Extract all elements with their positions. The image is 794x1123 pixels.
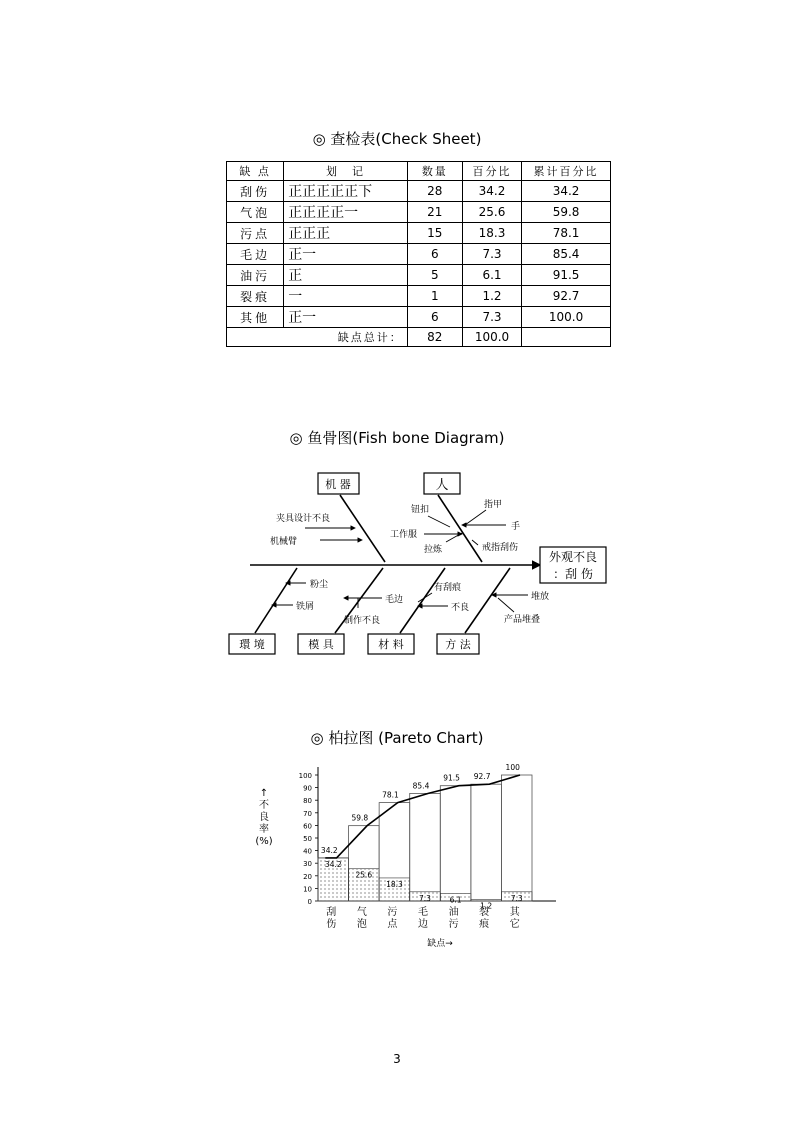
cumulative-bar [471, 784, 502, 901]
cause-arrow-scratched [418, 593, 432, 602]
defect-cell: 毛边 [227, 244, 284, 265]
x-tick-label: 伤 [326, 919, 337, 930]
bone-machine [340, 495, 385, 562]
bar-value-label: 6.1 [449, 895, 462, 905]
percent-cell: 6.1 [462, 265, 521, 286]
bar-value-label: 34.2 [324, 859, 342, 869]
pareto-title: ◎ 柏拉图 (Pareto Chart) [310, 729, 484, 747]
cause-workwear: 工作服 [390, 530, 418, 540]
y-tick-label: 80 [303, 797, 312, 806]
cumulative-value-label: 85.4 [412, 781, 430, 791]
y-tick-label: 90 [303, 784, 312, 793]
x-tick-label: 泡 [356, 919, 367, 930]
cause-stacking: 堆放 [531, 592, 550, 602]
category-material: 材 料 [378, 638, 404, 651]
x-tick-label: 边 [418, 919, 428, 930]
cause-defective: 不良 [451, 603, 470, 613]
x-tick-label: 它 [509, 919, 520, 930]
defect-cell: 气泡 [227, 202, 284, 223]
cumulative-value-label: 91.5 [443, 773, 460, 783]
fishbone-title: ◎ 鱼骨图(Fish bone Diagram) [289, 429, 505, 447]
cause-dust: 粉尘 [310, 580, 329, 590]
percent-cell: 34.2 [462, 181, 521, 202]
cumulative-cell: 78.1 [522, 223, 611, 244]
x-tick-label: 点 [387, 919, 398, 930]
cumulative-cell: 100.0 [522, 307, 611, 328]
table-row [227, 286, 611, 307]
y-tick-label: 60 [303, 822, 312, 831]
category-mold: 模 具 [308, 638, 334, 651]
cause-chain: 拉炼 [424, 545, 443, 555]
table-row [227, 307, 611, 328]
count-cell: 5 [407, 265, 462, 286]
y-tick-label: 30 [303, 860, 312, 869]
y-axis-label-char: 良 [259, 812, 269, 823]
y-tick-label: 70 [303, 809, 312, 818]
tally-cell: 正一 [284, 307, 408, 328]
y-tick-label: 50 [303, 835, 312, 843]
total-label: 缺点总计： [227, 328, 408, 347]
cumulative-value-label: 100 [505, 763, 520, 772]
table-row [227, 265, 611, 286]
table-row [227, 223, 611, 244]
cause-chips: 铁屑 [296, 602, 315, 612]
cumulative-value-label: 92.7 [473, 772, 491, 782]
x-tick-label: 污 [387, 907, 398, 918]
x-tick-label: 裂 [479, 907, 490, 918]
cause-arm: 机械臂 [270, 537, 298, 547]
cause-ring: 戒指刮伤 [482, 543, 519, 553]
count-cell: 1 [407, 286, 462, 307]
cause-arrow-ring [472, 540, 478, 545]
bar-value-label: 7.3 [419, 893, 431, 903]
table-row [227, 244, 611, 265]
cumulative-cell: 92.7 [522, 286, 611, 307]
y-axis-label-char: 不 [259, 800, 269, 811]
cause-hand: 手 [511, 522, 521, 532]
cumulative-bar [410, 793, 441, 901]
percent-cell: 25.6 [462, 202, 521, 223]
head-line-1: 外观不良 [548, 550, 598, 564]
pareto-x-label: 缺点→ [427, 939, 453, 949]
tally-cell: 一 [284, 286, 408, 307]
x-tick-label: 毛 [418, 907, 428, 918]
total-percent: 100.0 [462, 328, 521, 347]
tally-cell: 正正正正正下 [284, 181, 408, 202]
category-method: 方 法 [445, 638, 471, 651]
cause-arrow-nail [465, 510, 486, 525]
x-tick-label: 刮 [326, 907, 337, 918]
y-axis-label-char: ↑ [259, 788, 269, 799]
x-tick-label: 油 [448, 907, 459, 918]
percent-cell: 1.2 [462, 286, 521, 307]
header-percent: 百分比 [462, 162, 521, 181]
cumulative-cell: 91.5 [522, 265, 611, 286]
count-cell: 15 [407, 223, 462, 244]
header-tally: 划 记 [284, 162, 408, 181]
y-tick-label: 10 [303, 885, 312, 894]
bone-man [438, 495, 482, 562]
head-line-2: ：刮 伤 [553, 567, 593, 581]
total-cumulative-empty [522, 328, 611, 347]
cumulative-cell: 85.4 [522, 244, 611, 265]
percent-cell: 18.3 [462, 223, 521, 244]
percent-cell: 7.3 [462, 307, 521, 328]
page-number: 3 [393, 1052, 401, 1066]
category-environment: 環 境 [239, 638, 265, 651]
x-tick-label: 其 [509, 907, 520, 918]
defect-cell: 裂痕 [227, 286, 284, 307]
table-row [227, 202, 611, 223]
y-tick-label: 0 [307, 898, 312, 906]
defect-cell: 刮伤 [227, 181, 284, 202]
bone-environment [255, 568, 297, 633]
cumulative-value-label: 34.2 [320, 845, 338, 855]
cause-scratched: 有刮痕 [434, 583, 462, 593]
header-count: 数量 [407, 162, 462, 181]
tally-cell: 正正正 [284, 223, 408, 244]
cumulative-bar [501, 775, 532, 901]
defect-cell: 其他 [227, 307, 284, 328]
count-cell: 21 [407, 202, 462, 223]
cause-arrow-product-stack [498, 598, 514, 612]
x-tick-label: 污 [448, 919, 459, 930]
category-machine: 机 器 [325, 478, 351, 491]
defect-cell: 油污 [227, 265, 284, 286]
y-axis-label-char: 率 [259, 824, 269, 835]
percent-cell: 7.3 [462, 244, 521, 265]
header-defect: 缺 点 [227, 162, 284, 181]
count-cell: 6 [407, 307, 462, 328]
defect-cell: 污点 [227, 223, 284, 244]
cause-fixture: 夹具设计不良 [276, 514, 331, 524]
cause-arrow-button [428, 516, 450, 527]
bar-value-label: 25.6 [355, 870, 373, 880]
cumulative-bar [440, 786, 471, 901]
cumulative-cell: 34.2 [522, 181, 611, 202]
count-cell: 6 [407, 244, 462, 265]
tally-cell: 正正正正一 [284, 202, 408, 223]
cause-burr: 毛边 [385, 595, 404, 605]
tally-cell: 正 [284, 265, 408, 286]
y-tick-label: 100 [298, 772, 312, 780]
y-axis-label-char: (%) [255, 836, 273, 847]
count-cell: 28 [407, 181, 462, 202]
total-row [227, 328, 611, 347]
x-tick-label: 痕 [479, 919, 490, 930]
tally-cell: 正一 [284, 244, 408, 265]
bar-value-label: 18.3 [386, 879, 403, 889]
y-tick-label: 40 [303, 847, 312, 856]
bone-material [400, 568, 445, 633]
header-cumulative: 累计百分比 [522, 162, 611, 181]
table-header-row [227, 162, 611, 181]
cause-product-stack: 产品堆叠 [504, 615, 541, 625]
table-row [227, 181, 611, 202]
check-sheet-title: ◎ 查检表(Check Sheet) [312, 130, 482, 148]
cumulative-value-label: 78.1 [382, 790, 399, 800]
cumulative-cell: 59.8 [522, 202, 611, 223]
cumulative-value-label: 59.8 [351, 813, 369, 823]
total-count: 82 [407, 328, 462, 347]
bar-value-label: 7.3 [510, 893, 523, 903]
category-man: 人 [435, 478, 449, 493]
x-tick-label: 气 [356, 907, 367, 918]
pareto-chart [0, 760, 794, 960]
check-sheet-table [226, 161, 611, 347]
y-tick-label: 20 [303, 872, 312, 881]
fishbone-diagram [0, 460, 794, 660]
bar-value-label: 1.2 [480, 901, 493, 911]
cause-button: 钮扣 [411, 505, 430, 515]
cause-poor-make: 制作不良 [344, 616, 381, 626]
cause-nail: 指甲 [484, 500, 503, 510]
